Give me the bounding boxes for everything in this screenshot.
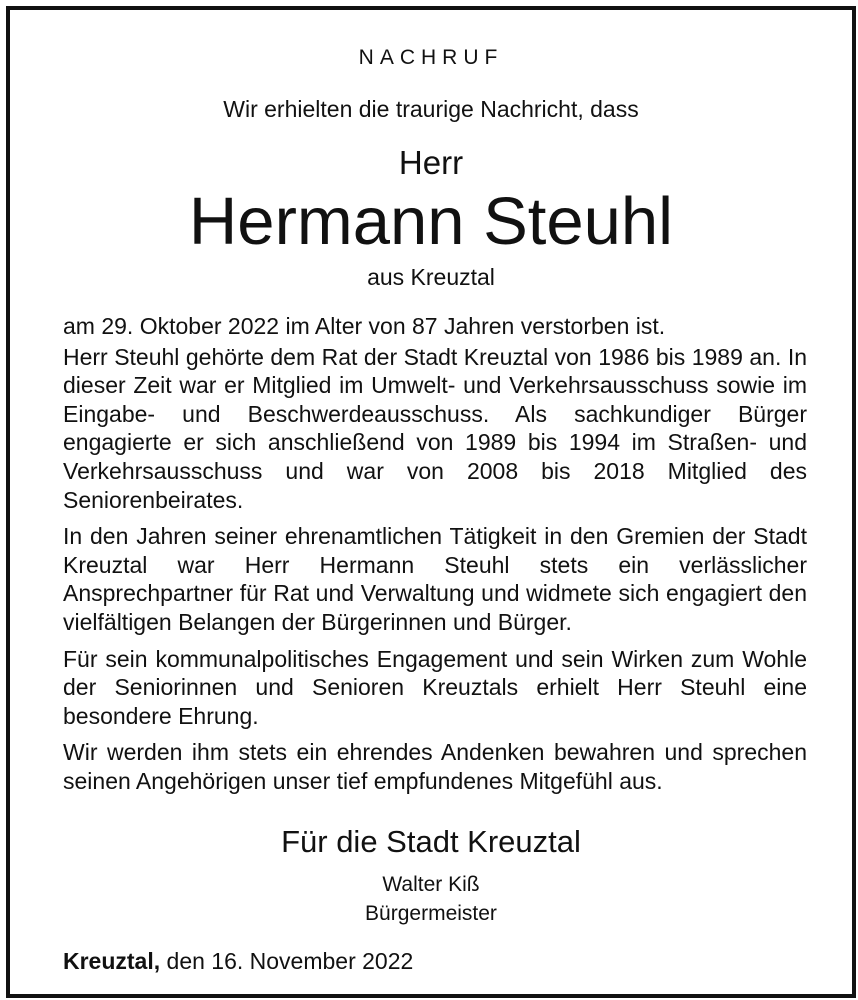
obituary-body [63, 312, 807, 804]
dateline [63, 948, 413, 975]
dateline-date: den 16. November 2022 [166, 948, 414, 974]
dateline-place: Kreuztal, [63, 948, 161, 974]
body-paragraph: Wir werden ihm stets ein ehrendes Andenken bewahren und sprechen seinen Angehörigen unser tief empfundenes Mitgefühl aus. [63, 739, 807, 794]
obituary-frame [6, 6, 856, 998]
body-paragraph: am 29. Oktober 2022 im Alter von 87 Jahren verstorben ist. [63, 313, 666, 339]
obituary-heading: NACHRUF [358, 46, 504, 69]
salutation: Herr [398, 144, 464, 181]
body-paragraph: Herr Steuhl gehörte dem Rat der Stadt Kreuztal von 1986 bis 1989 an. In dieser Zeit war er Mitglied im Umwelt- und Verkehrsausschuss sowie im Eingabe- und Beschwerdeausschuss. Als sachkundiger Bürger engagierte er sich anschließend von 1989 bis 1994 im Straßen- und Verkehrsausschuss und war von 2008 bis 2018 Mitglied des Seniorenbeirates. [63, 343, 807, 513]
signer-title: Bürgermeister [365, 902, 497, 925]
body-paragraph: Für sein kommunalpolitisches Engagement und sein Wirken zum Wohle der Seniorinnen und Senioren Kreuztals erhielt Herr Steuhl eine besondere Ehrung. [63, 645, 807, 729]
origin-text: aus Kreuztal [367, 264, 495, 290]
signoff-block [10, 822, 852, 928]
intro-text: Wir erhielten die traurige Nachricht, dass [223, 96, 639, 122]
signer-name: Walter Kiß [382, 873, 480, 896]
signoff-organization: Für die Stadt Kreuztal [281, 824, 581, 859]
body-paragraph: In den Jahren seiner ehrenamtlichen Tätigkeit in den Gremien der Stadt Kreuztal war Herr Hermann Steuhl stets ein verlässlicher Ansprechpartner für Rat und Verwaltung und widmete sich engagiert den vielfältigen Belangen der Bürgerinnen und Bürger. [63, 523, 807, 635]
deceased-name: Hermann Steuhl [188, 184, 674, 259]
